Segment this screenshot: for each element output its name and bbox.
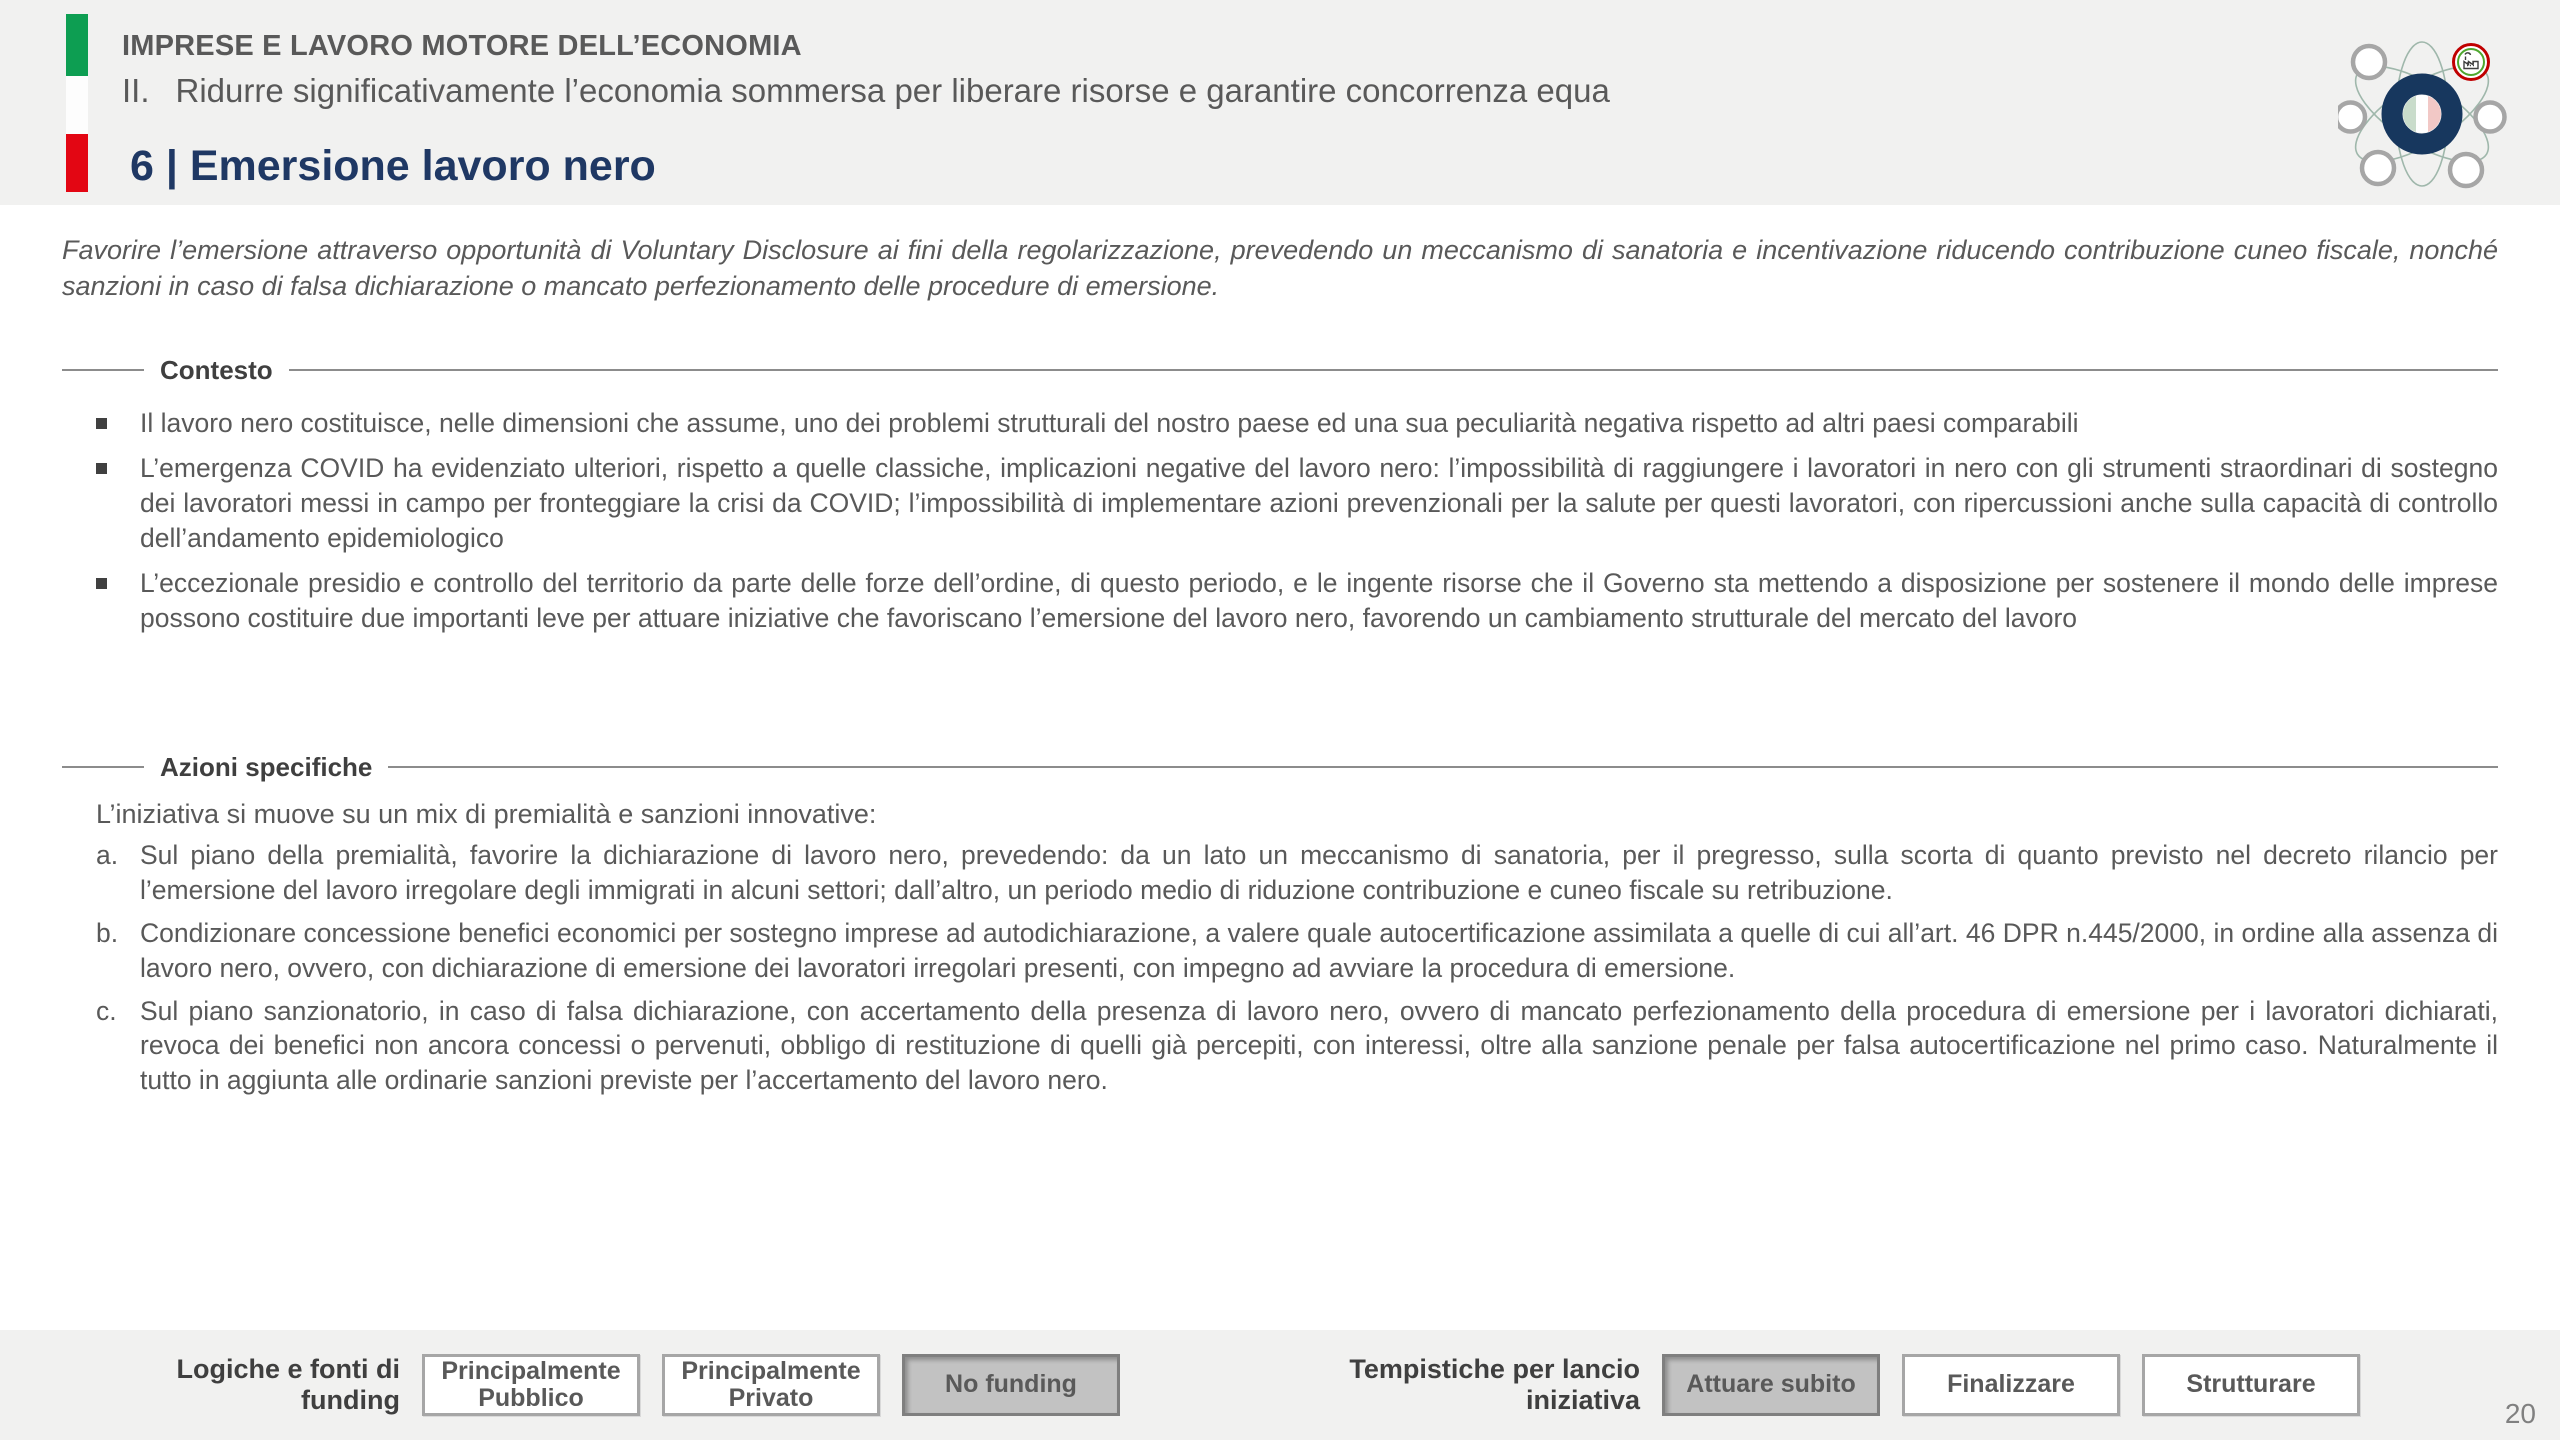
- section-subtitle: [122, 72, 1610, 110]
- bullet-text: L’eccezionale presidio e controllo del territorio da parte delle forze dell’ordine, di questo periodo, e le ingente risorse che il Governo sta mettendo a disposizione per sostenere il mondo delle imprese possono costituire due importanti leve per attuare iniziative che favoriscano l’emersione del lavoro nero, favorendo un cambiamento strutturale del mercato del lavoro: [140, 567, 2498, 633]
- timing-option-strutturare[interactable]: Strutturare: [2142, 1354, 2360, 1416]
- highlighted-satellite: [2454, 45, 2489, 80]
- central-flag-circle: [2403, 95, 2441, 133]
- funding-option-no-funding[interactable]: No funding: [902, 1354, 1120, 1416]
- bullet-text: L’emergenza COVID ha evidenziato ulteriori, rispetto a quelle classiche, implicazioni negative del lavoro nero: l’impossibilità di raggiungere i lavoratori in nero con gli strumenti straordinari di sostegno dei lavoratori messi in campo per fronteggiare la crisi da COVID; l’impossibilità di implementare azioni prevenzionali per la salute per questi lavoratori, con ripercussioni anche sulla capacità di controllo dell’andamento epidemiologico: [140, 452, 2498, 553]
- list-item: [62, 994, 2498, 1099]
- bullet-square-icon: [96, 418, 107, 429]
- item-marker: b.: [96, 917, 119, 948]
- list-item: [62, 406, 2498, 441]
- network-logo: [2338, 22, 2508, 194]
- azioni-section-header: [62, 752, 2498, 783]
- item-marker: a.: [96, 839, 119, 870]
- contesto-section-header: [62, 355, 2498, 386]
- divider-line: [62, 766, 144, 768]
- header-band: [0, 0, 2560, 205]
- subtitle-text: Ridurre significativamente l’economia sommersa per liberare risorse e garantire concorrenza equa: [175, 72, 1610, 109]
- item-marker: c.: [96, 995, 117, 1026]
- page-number: 20: [2504, 1398, 2536, 1429]
- bullet-square-icon: [96, 578, 107, 589]
- list-item: [62, 566, 2498, 636]
- azioni-lead: L’iniziativa si muove su un mix di premialità e sanzioni innovative:: [96, 798, 877, 829]
- flag-red-segment: [66, 134, 88, 192]
- list-item: [62, 916, 2498, 986]
- contesto-bullet-list: [62, 406, 2498, 636]
- page-title: 6 | Emersione lavoro nero: [130, 142, 656, 190]
- timing-label: Tempistiche per lancio iniziativa: [1349, 1353, 1640, 1415]
- flag-green-segment: [66, 14, 88, 76]
- divider-line: [289, 369, 2498, 371]
- item-text: Sul piano sanzionatorio, in caso di falsa dichiarazione, con accertamento della presenza di lavoro nero, ovvero di mancato perfezionamento della procedura di emersione per i lavoratori dichiarati, revoca dei benefici non ancora concessi o pervenuti, obbligo di restituzione di quelli già percepiti, con interessi, oltre alla sanzione penale per falsa autocertificazione nel primo caso. Naturalmente il tutto in aggiunta alle ordinarie sanzioni previste per l’accertamento del lavoro nero.: [140, 995, 2498, 1096]
- list-item: [62, 838, 2498, 908]
- item-text: Condizionare concessione benefici economici per sostegno imprese ad autodichiarazione, a valere quale autocertificazione assimilata a quelle di cui all’art. 46 DPR n.445/2000, in ordine alla assenza di lavoro nero, ovvero, con dichiarazione di emersione dei lavoratori irregolari presenti, con impegno ad avviare la procedura di emersione.: [140, 917, 2498, 983]
- divider-line: [388, 766, 2498, 768]
- azioni-item-list: [62, 838, 2498, 1099]
- intro-paragraph: Favorire l’emersione attraverso opportunità di Voluntary Disclosure ai fini della regolarizzazione, prevedendo un meccanismo di sanatoria e incentivazione riducendo contribuzione cuneo fiscale, nonché sanzioni in caso di falsa dichiarazione o mancato perfezionamento delle procedure di emersione.: [62, 235, 2498, 301]
- funding-option-pubblico[interactable]: Principalmente Pubblico: [422, 1354, 640, 1416]
- list-item: [62, 451, 2498, 556]
- slide-body: [0, 205, 2560, 1106]
- azioni-heading: Azioni specifiche: [160, 751, 373, 782]
- subtitle-roman-numeral: II.: [122, 72, 150, 109]
- item-text: Sul piano della premialità, favorire la dichiarazione di lavoro nero, prevedendo: da un lato un meccanismo di sanatoria, per il pregresso, sulla scorta di quanto previsto nel decreto rilancio per l’emersione del lavoro irregolare degli immigrati in alcuni settori; dall’altro, un periodo medio di riduzione contribuzione e cuneo fiscale su retribuzione.: [140, 839, 2498, 905]
- divider-line: [62, 369, 144, 371]
- funding-option-privato[interactable]: Principalmente Privato: [662, 1354, 880, 1416]
- bullet-square-icon: [96, 463, 107, 474]
- flag-white-segment: [66, 76, 88, 134]
- bullet-text: Il lavoro nero costituisce, nelle dimensioni che assume, uno dei problemi strutturali del nostro paese ed una sua peculiarità negativa rispetto ad altri paesi comparabili: [140, 407, 2079, 438]
- timing-option-attuare-subito[interactable]: Attuare subito: [1662, 1354, 1880, 1416]
- section-kicker: IMPRESE E LAVORO MOTORE DELL’ECONOMIA: [122, 30, 802, 62]
- timing-option-finalizzare[interactable]: Finalizzare: [1902, 1354, 2120, 1416]
- funding-label: Logiche e fonti di funding: [176, 1353, 400, 1415]
- funding-legend: [168, 1330, 1120, 1440]
- footer-band: [0, 1330, 2560, 1440]
- timing-legend: [1338, 1330, 2360, 1440]
- italian-flag-bar: [66, 14, 88, 192]
- contesto-heading: Contesto: [160, 354, 273, 385]
